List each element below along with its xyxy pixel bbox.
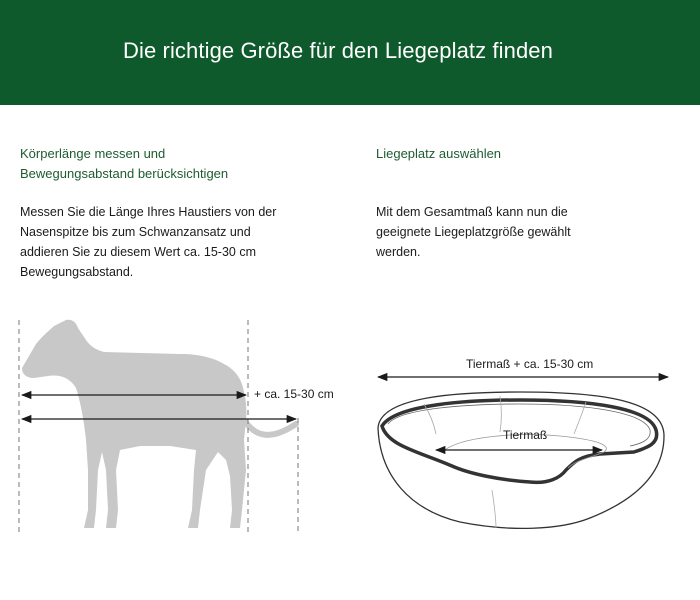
left-text-line: Nasenspitze bis zum Schwanzansatz und: [20, 225, 251, 239]
dog-bed-icon: [378, 392, 664, 528]
right-text-line: Mit dem Gesamtmaß kann nun die: [376, 205, 568, 219]
bed-total-label: Tiermaß + ca. 15-30 cm: [466, 357, 594, 371]
left-heading-line-2: Bewegungsabstand berücksichtigen: [20, 166, 229, 181]
right-section-heading: Liegeplatz auswählen: [376, 146, 502, 161]
page-title: Die richtige Größe für den Liegeplatz finden: [123, 38, 553, 63]
right-text-line: geeignete Liegeplatzgröße gewählt: [376, 225, 571, 239]
left-heading-line-1: Körperlänge messen und: [20, 146, 166, 161]
left-text-line: addieren Sie zu diesem Wert ca. 15-30 cm: [20, 245, 256, 259]
bed-inner-label: Tiermaß: [503, 428, 548, 442]
dog-silhouette-icon: [22, 320, 296, 528]
extra-space-label: + ca. 15-30 cm: [254, 387, 334, 401]
left-text-line: Bewegungsabstand.: [20, 265, 134, 279]
right-text-line: werden.: [376, 245, 421, 259]
left-text-line: Messen Sie die Länge Ihres Haustiers von der: [20, 205, 277, 219]
